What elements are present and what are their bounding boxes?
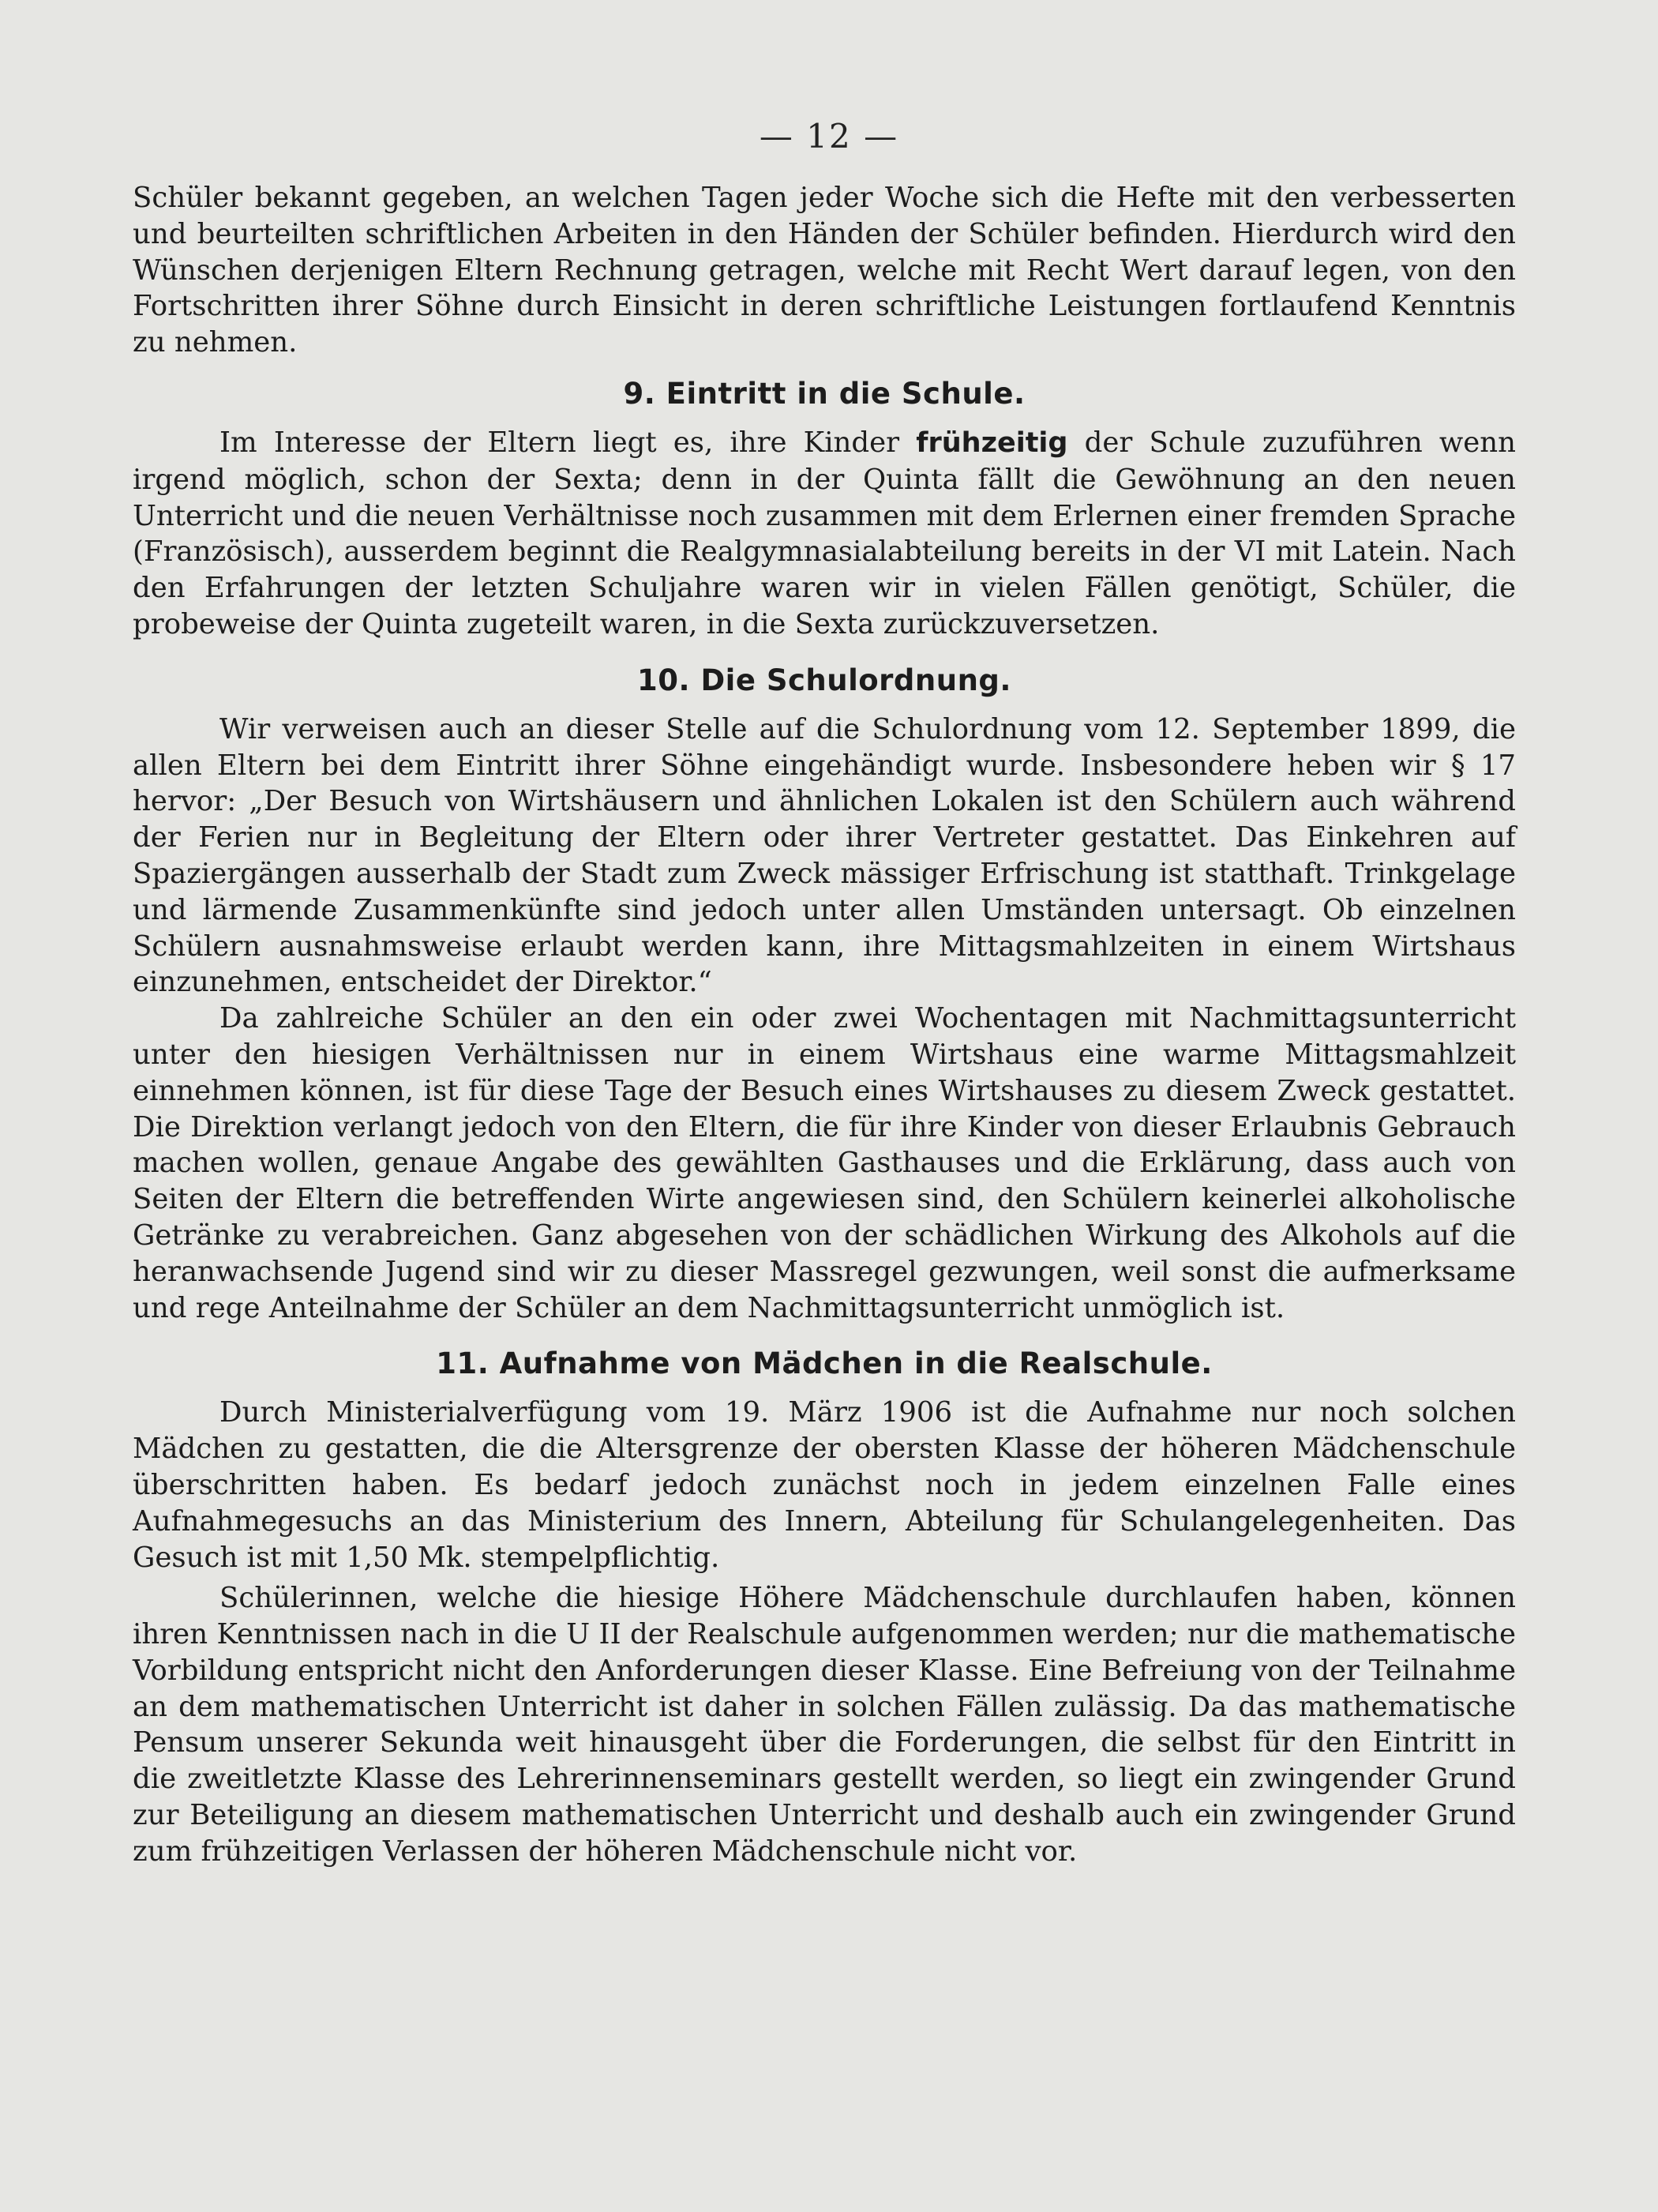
section-10-heading: 10. Die Schulordnung. (637, 663, 1011, 697)
intro-paragraph: Schüler bekannt gegeben, an welchen Tagen jeder Woche sich die Hefte mit den verbesserten und beurteilten schriftlichen Arbeiten in den Händen der Schüler befinden. Hierdurch wird den Wünschen derjenigen Eltern Rechnung getragen, welche mit Recht Wert darauf legen, von den Fortschritten ihrer Söhne durch Einsicht in deren schriftliche Leistungen fortlaufend Kenntnis zu nehmen. (133, 182, 1516, 359)
section-9-heading: 9. Eintritt in die Schule. (623, 376, 1026, 411)
section-10-paragraph-1: Wir verweisen auch an dieser Stelle auf die Schulordnung vom 12. September 1899, die allen Eltern bei dem Eintritt ihrer Söhne eingehändigt wurde. Insbesondere heben wir § 17 hervor: „Der Besuch von Wirtshäusern und ähnlichen Lokalen ist den Schülern auch während der Ferien nur in Begleitung der Eltern oder ihrer Vertreter gestattet. Das Einkehren auf Spaziergängen ausserhalb der Stadt zum Zweck mässiger Erfrischung ist statthaft. Trinkgelage und lärmende Zusammenkünfte sind jedoch unter allen Umständen untersagt. Ob einzelnen Schülern ausnahmsweise erlaubt werden kann, ihre Mittagsmahlzeiten in einem Wirtshaus einzunehmen, entscheidet der Direktor.“ (133, 712, 1516, 999)
section-11-heading: 11. Aufnahme von Mädchen in die Realschule. (436, 1346, 1213, 1381)
document-body (133, 180, 1516, 1870)
section-9-text-end: der Schule zuzuführen wenn irgend möglich, schon der Sexta; denn in der Quinta fällt die Gewöhnung an den neuen Unterricht und die neuen Verhältnisse noch zusammen mit dem Erlernen einer fremden Sprache (Französisch), ausserdem beginnt die Realgymnasialabteilung bereits in der VI mit Latein. Nach den Erfahrungen der letzten Schuljahre waren wir in vielen Fällen genötigt, Schüler, die probeweise der Quinta zugeteilt waren, in die Sexta zurückzuversetzen. (133, 426, 1516, 640)
emphasis-fruehzeitig: frühzeitig (916, 426, 1068, 459)
page-number: — 12 — (759, 117, 899, 156)
section-11-paragraph-2: Schülerinnen, welche die hiesige Höhere Mädchenschule durchlaufen haben, können ihren Kenntnissen nach in die U II der Realschule aufgenommen werden; nur die mathematische Vorbildung entspricht nicht den Anforderungen dieser Klasse. Eine Befreiung von der Teilnahme an dem mathematischen Unterricht ist daher in solchen Fällen zulässig. Da das mathematische Pensum unserer Sekunda weit hinausgeht über die Forderungen, die selbst für den Eintritt in die zweitletzte Klasse des Lehrerinnenseminars gestellt werden, so liegt ein zwingender Grund zur Beteiligung an diesem mathematischen Unterricht und deshalb auch ein zwingender Grund zum frühzeitigen Verlassen der höheren Mädchenschule nicht vor. (133, 1582, 1516, 1868)
section-9-text-start: Im Interesse der Eltern liegt es, ihre Kinder (219, 426, 900, 459)
section-10-paragraph-2: Da zahlreiche Schüler an den ein oder zwei Wochentagen mit Nachmittagsunterricht unter den hiesigen Verhältnissen nur in einem Wirtshaus eine warme Mittagsmahlzeit einnehmen können, ist für diese Tage der Besuch eines Wirtshauses zu diesem Zweck gestattet. Die Direktion verlangt jedoch von den Eltern, die für ihre Kinder von dieser Erlaubnis Gebrauch machen wollen, genaue Angabe des gewählten Gasthauses und die Erklärung, dass auch von Seiten der Eltern die betreffenden Wirte angewiesen sind, den Schülern keinerlei alkoholische Getränke zu verabreichen. Ganz abgesehen von der schädlichen Wirkung des Alkohols auf die heranwachsende Jugend sind wir zu dieser Massregel gezwungen, weil sonst die aufmerksame und rege Anteilnahme der Schüler an dem Nachmittagsunterricht unmöglich ist. (133, 1002, 1516, 1324)
section-11-paragraph-1: Durch Ministerialverfügung vom 19. März 1906 ist die Aufnahme nur noch solchen Mädchen zu gestatten, die die Altersgrenze der obersten Klasse der höheren Mädchenschule überschritten haben. Es bedarf jedoch zunächst noch in jedem einzelnen Falle eines Aufnahmegesuchs an das Ministerium des Innern, Abteilung für Schulangelegenheiten. Das Gesuch ist mit 1,50 Mk. stempelpflichtig. (133, 1396, 1516, 1574)
section-9-paragraph (133, 425, 1516, 643)
